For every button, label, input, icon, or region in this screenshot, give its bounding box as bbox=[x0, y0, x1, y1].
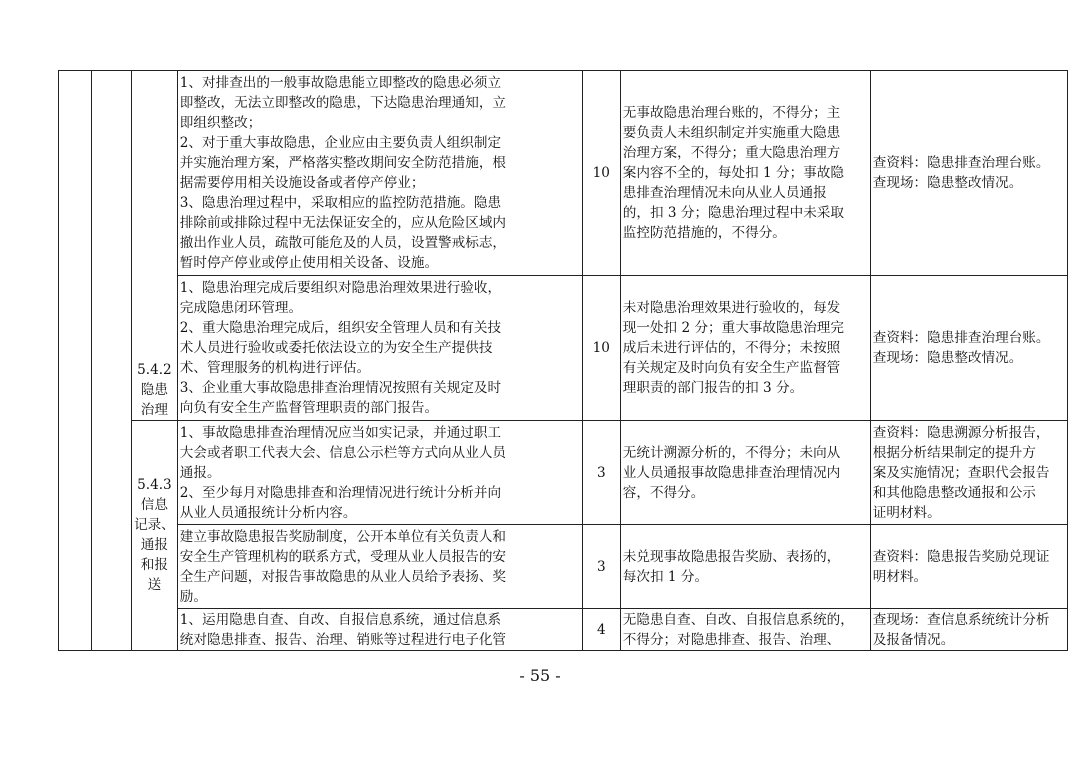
scoring-rule-line: 治理方案，不得分；重大隐患治理方 bbox=[622, 145, 841, 161]
table-row bbox=[59, 71, 1068, 276]
requirement-line: 据需要停用相关设施设备或者停产停业； bbox=[179, 175, 425, 191]
requirement-line: 即整改，无法立即整改的隐患，下达隐患治理通知，立 bbox=[179, 95, 507, 111]
scoring-rule-line: 要负责人未组织制定并实施重大隐患 bbox=[622, 125, 841, 141]
check-method-line: 查现场：隐患整改情况。 bbox=[872, 175, 1023, 191]
category-cell bbox=[59, 71, 92, 651]
item-name-line: 治理 bbox=[140, 402, 168, 418]
item-name-line: 记录、 bbox=[134, 517, 175, 533]
item-name-line: 隐患 bbox=[140, 382, 168, 398]
scoring-rule-line: 无隐患自查、自改、自报信息系统的， bbox=[622, 611, 854, 628]
requirement-line: 撤出作业人员，疏散可能危及的人员，设置警戒标志， bbox=[179, 235, 507, 251]
requirement-line: 1、事故隐患排查治理情况应当如实记录，并通过职工 bbox=[179, 424, 502, 441]
requirement-cell bbox=[177, 525, 582, 609]
scoring-rule-line: 有关规定及时向负有安全生产监督管 bbox=[622, 360, 841, 376]
requirement-line: 术人员进行验收或委托依法设立的为安全生产提供技 bbox=[179, 340, 493, 356]
scoring-rule-line: 理职责的部门报告的扣 3 分。 bbox=[622, 380, 804, 396]
page-number: - 55 - bbox=[519, 666, 561, 685]
requirement-line: 术、管理服务的机构进行评估。 bbox=[179, 360, 371, 376]
requirement-line: 3、企业重大事故隐患排查治理情况按照有关规定及时 bbox=[179, 380, 502, 396]
requirement-line: 完成隐患闭环管理。 bbox=[179, 300, 303, 316]
scoring-rule-cell bbox=[620, 609, 870, 651]
check-method-line: 查资料：隐患报告奖励兑现证 bbox=[872, 548, 1050, 565]
requirement-line: 2、重大隐患治理完成后，组织安全管理人员和有关技 bbox=[179, 320, 502, 336]
requirement-line: 1、隐患治理完成后要组织对隐患治理效果进行验收， bbox=[179, 280, 502, 296]
check-method-cell bbox=[870, 609, 1067, 651]
item-name-line: 送 bbox=[147, 577, 162, 593]
check-method-cell bbox=[870, 276, 1067, 421]
scoring-rule-line: 患排查治理情况未向从业人员通报 bbox=[622, 185, 827, 201]
requirement-line: 励。 bbox=[179, 588, 207, 605]
check-method-line: 查资料：隐患排查治理台账。 bbox=[872, 155, 1050, 171]
requirement-line: 安全生产管理机构的联系方式，受理从业人员报告的安 bbox=[179, 548, 507, 565]
check-method-line: 查现场：查信息系统统计分析 bbox=[872, 611, 1050, 628]
requirement-line: 1、对排查出的一般事故隐患能立即整改的隐患必须立 bbox=[179, 75, 502, 91]
item-name-line: 通报 bbox=[140, 537, 168, 553]
requirement-line: 统对隐患排查、报告、治理、销账等过程进行电子化管 bbox=[179, 631, 507, 648]
item-code: 5.4.2 bbox=[137, 362, 172, 378]
requirement-line: 向负有安全生产监督管理职责的部门报告。 bbox=[179, 400, 439, 416]
scoring-rule-line: 未兑现事故隐患报告奖励、表扬的， bbox=[622, 548, 841, 565]
requirement-line: 2、对于重大事故隐患，企业应由主要负责人组织制定 bbox=[179, 135, 502, 151]
check-method-line: 明材料。 bbox=[872, 568, 928, 585]
requirement-line: 2、至少每月对隐患排查和治理情况进行统计分析并向 bbox=[179, 484, 502, 501]
scoring-rule-cell bbox=[620, 421, 870, 525]
check-method-cell bbox=[870, 71, 1067, 276]
scoring-rule-line: 每次扣 1 分。 bbox=[622, 568, 709, 585]
check-method-line: 查现场：隐患整改情况。 bbox=[872, 350, 1023, 366]
score-cell: 10 bbox=[582, 276, 620, 421]
scoring-rule-line: 案内容不全的，每处扣 1 分；事故隐 bbox=[622, 165, 844, 181]
requirement-line: 通报。 bbox=[179, 464, 221, 481]
scoring-rule-line: 未对隐患治理效果进行验收的，每发 bbox=[622, 300, 841, 316]
scoring-rule-line: 现一处扣 2 分；重大事故隐患治理完 bbox=[622, 320, 844, 336]
scoring-rule-line: 容，不得分。 bbox=[622, 484, 705, 501]
requirement-line: 建立事故隐患报告奖励制度，公开本单位有关负责人和 bbox=[179, 528, 507, 545]
check-method-line: 查资料：隐患排查治理台账。 bbox=[872, 330, 1050, 346]
requirement-cell bbox=[177, 609, 582, 651]
score-cell: 10 bbox=[582, 71, 620, 276]
subcategory-cell bbox=[92, 71, 132, 651]
scoring-rule-line: 业人员通报事故隐患排查治理情况内 bbox=[622, 464, 841, 481]
requirement-line: 全生产问题，对报告事故隐患的从业人员给予表扬、奖 bbox=[179, 568, 507, 585]
requirement-line: 即组织整改； bbox=[179, 115, 262, 131]
table-row bbox=[59, 276, 1068, 421]
check-method-line: 查资料：隐患溯源分析报告， bbox=[872, 424, 1050, 441]
check-method-line: 和其他隐患整改通报和公示 bbox=[872, 484, 1036, 501]
scoring-rule-cell bbox=[620, 276, 870, 421]
requirement-cell bbox=[177, 276, 582, 421]
scoring-rule-line: 不得分；对隐患排查、报告、治理、 bbox=[622, 631, 841, 648]
scoring-rule-cell bbox=[620, 71, 870, 276]
requirement-line: 3、隐患治理过程中，采取相应的监控防范措施。隐患 bbox=[179, 195, 502, 211]
requirement-line: 并实施治理方案，严格落实整改期间安全防范措施，根 bbox=[179, 155, 507, 171]
requirement-cell bbox=[177, 71, 582, 276]
check-method-cell bbox=[870, 525, 1067, 609]
requirement-line: 1、运用隐患自查、自改、自报信息系统，通过信息系 bbox=[179, 611, 502, 628]
score-cell: 3 bbox=[582, 421, 620, 525]
scoring-rule-line: 的，扣 3 分；隐患治理过程中未采取 bbox=[622, 205, 844, 221]
requirement-line: 大会或者职工代表大会、信息公示栏等方式向从业人员 bbox=[179, 444, 507, 461]
item-code: 5.4.3 bbox=[137, 477, 172, 493]
item-name-line: 和报 bbox=[140, 557, 168, 573]
requirement-line: 从业人员通报统计分析内容。 bbox=[179, 504, 357, 521]
scoring-standard-table bbox=[58, 70, 1068, 651]
check-method-line: 案及实施情况；查职代会报告 bbox=[872, 464, 1050, 481]
check-method-line: 证明材料。 bbox=[872, 504, 941, 521]
item-cell-info-record bbox=[132, 421, 178, 651]
score-cell: 4 bbox=[582, 609, 620, 651]
check-method-line: 及报备情况。 bbox=[872, 631, 955, 648]
scoring-rule-line: 无事故隐患治理台账的，不得分；主 bbox=[622, 105, 841, 121]
check-method-line: 根据分析结果制定的提升方 bbox=[872, 444, 1036, 461]
scoring-rule-cell bbox=[620, 525, 870, 609]
scoring-rule-line: 无统计溯源分析的，不得分；未向从 bbox=[622, 444, 841, 461]
table-row bbox=[59, 421, 1068, 525]
requirement-cell bbox=[177, 421, 582, 525]
item-cell-hazard-control bbox=[132, 71, 178, 421]
score-cell: 3 bbox=[582, 525, 620, 609]
item-name-line: 信息 bbox=[140, 497, 168, 513]
table-row bbox=[59, 525, 1068, 609]
scoring-rule-line: 监控防范措施的，不得分。 bbox=[622, 225, 786, 241]
scoring-rule-line: 成后未进行评估的，不得分；未按照 bbox=[622, 340, 841, 356]
table-row bbox=[59, 609, 1068, 651]
check-method-cell bbox=[870, 421, 1067, 525]
requirement-line: 暂时停产停业或停止使用相关设备、设施。 bbox=[179, 255, 439, 271]
requirement-line: 排除前或排除过程中无法保证安全的，应从危险区域内 bbox=[179, 215, 507, 231]
